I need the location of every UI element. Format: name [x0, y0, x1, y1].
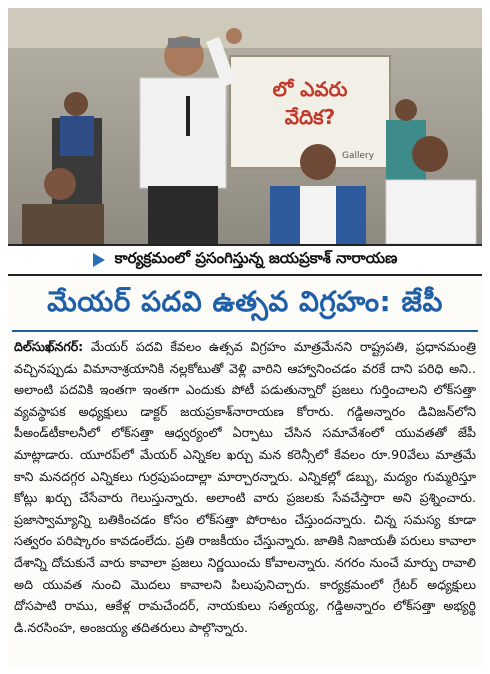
photo-caption: కార్యక్రమంలో ప్రసంగిస్తున్న జయప్రకాశ్ నారాయణ: [114, 249, 398, 267]
headline-divider: [12, 330, 478, 332]
banner-line-1: లో ఎవరు: [272, 77, 348, 101]
photo-caption-bar: [8, 244, 482, 276]
article-body: [14, 336, 476, 638]
banner-small-text: Gallery: [341, 151, 375, 161]
article-dateline: దిల్‌సుఖ్‌నగర్:: [14, 339, 84, 354]
microphone-icon: [186, 96, 190, 136]
caption-marker-icon: [93, 253, 105, 267]
banner-line-2: వేదిక?: [284, 105, 336, 129]
headline: మేయర్ పదవి ఉత్సవ విగ్రహం: జేపీ: [47, 285, 443, 318]
event-photo-illustration: [8, 8, 482, 244]
ceiling-area: [8, 8, 482, 48]
event-photo: [8, 8, 482, 244]
article-text: మేయర్ పదవి కేవలం ఉత్సవ విగ్రహం మాత్రమేనని రాష్ట్రపతి, ప్రధానమంత్రి వచ్చినప్పుడు విమానాశ్రయానికి నల్లకోటుతో వెళ్లి వారిని ఆహ్వానించడం వరకే దాని పరిధి అని.. అలాంటి పదవికి ఇంతగా ఇంతగా ఎందుకు పోటీ పడుతున్నారో ప్రజలు గుర్తించాలని లోక్‌సత్తా వ్యవస్థాపక అధ్యక్షులు డాక్టర్ జయప్రకాశ్‌నారాయణ కోరారు. గడ్డిఅన్నారం డివిజన్‌లోని పీఅండ్‌టీకాలనీలో లోక్‌సత్తా ఆధ్వర్యంలో ఏర్పాటు చేసిన సమావేశంలో యువతతో జేపీ మాట్లాడారు. యూరప్‌లో మేయర్ ఎన్నికల ఖర్చు మన కరెన్సీలో కేవలం రూ.90వేలు మాత్రమే కాని మనదగ్గర ఎన్నికలు గుర్రపుపందాల్లా మార్చారన్నారు. ఎన్నికల్లో డబ్బు, మద్యం గుమ్మరిస్తూ కోట్లు ఖర్చు చేసేవారు గెలుస్తున్నారు. అలాంటి వారు ప్రజలకు సేవచేస్తారా అని ప్రశ్నించారు. ప్రజాస్వామ్యాన్ని బతికించడం కోసం లోక్‌సత్తా పోరాటం చేస్తుందన్నారు. చిన్న సమస్య కూడా సత్వరం పరిష్కారం కావడంలేదు. ప్రతి రాజకీయం చేస్తున్నారు. జాతికి నిజాయతీ పరులు కావాలా దేశాన్ని దోచుకునే వారు కావాలా ప్రజలు నిర్ణయించు కోవాలన్నారు. నగరం నుంచే మార్పు రావాలి అది యువత నుంచి మొదలు కావాలని పిలుపునిచ్చారు. కార్యక్రమంలో గ్రేటర్ అధ్యక్షులు దోసపాటి రాము, ఆకేళ్ల రామచేందర్, నాయకులు సత్యయ్య, గడ్డిఅన్నారం లోక్‌సత్తా అభ్యర్థి డి.నరసింహ, అంజయ్య తదితరులు పాల్గొన్నారు.: [14, 339, 476, 635]
newspaper-clipping: [8, 8, 482, 666]
